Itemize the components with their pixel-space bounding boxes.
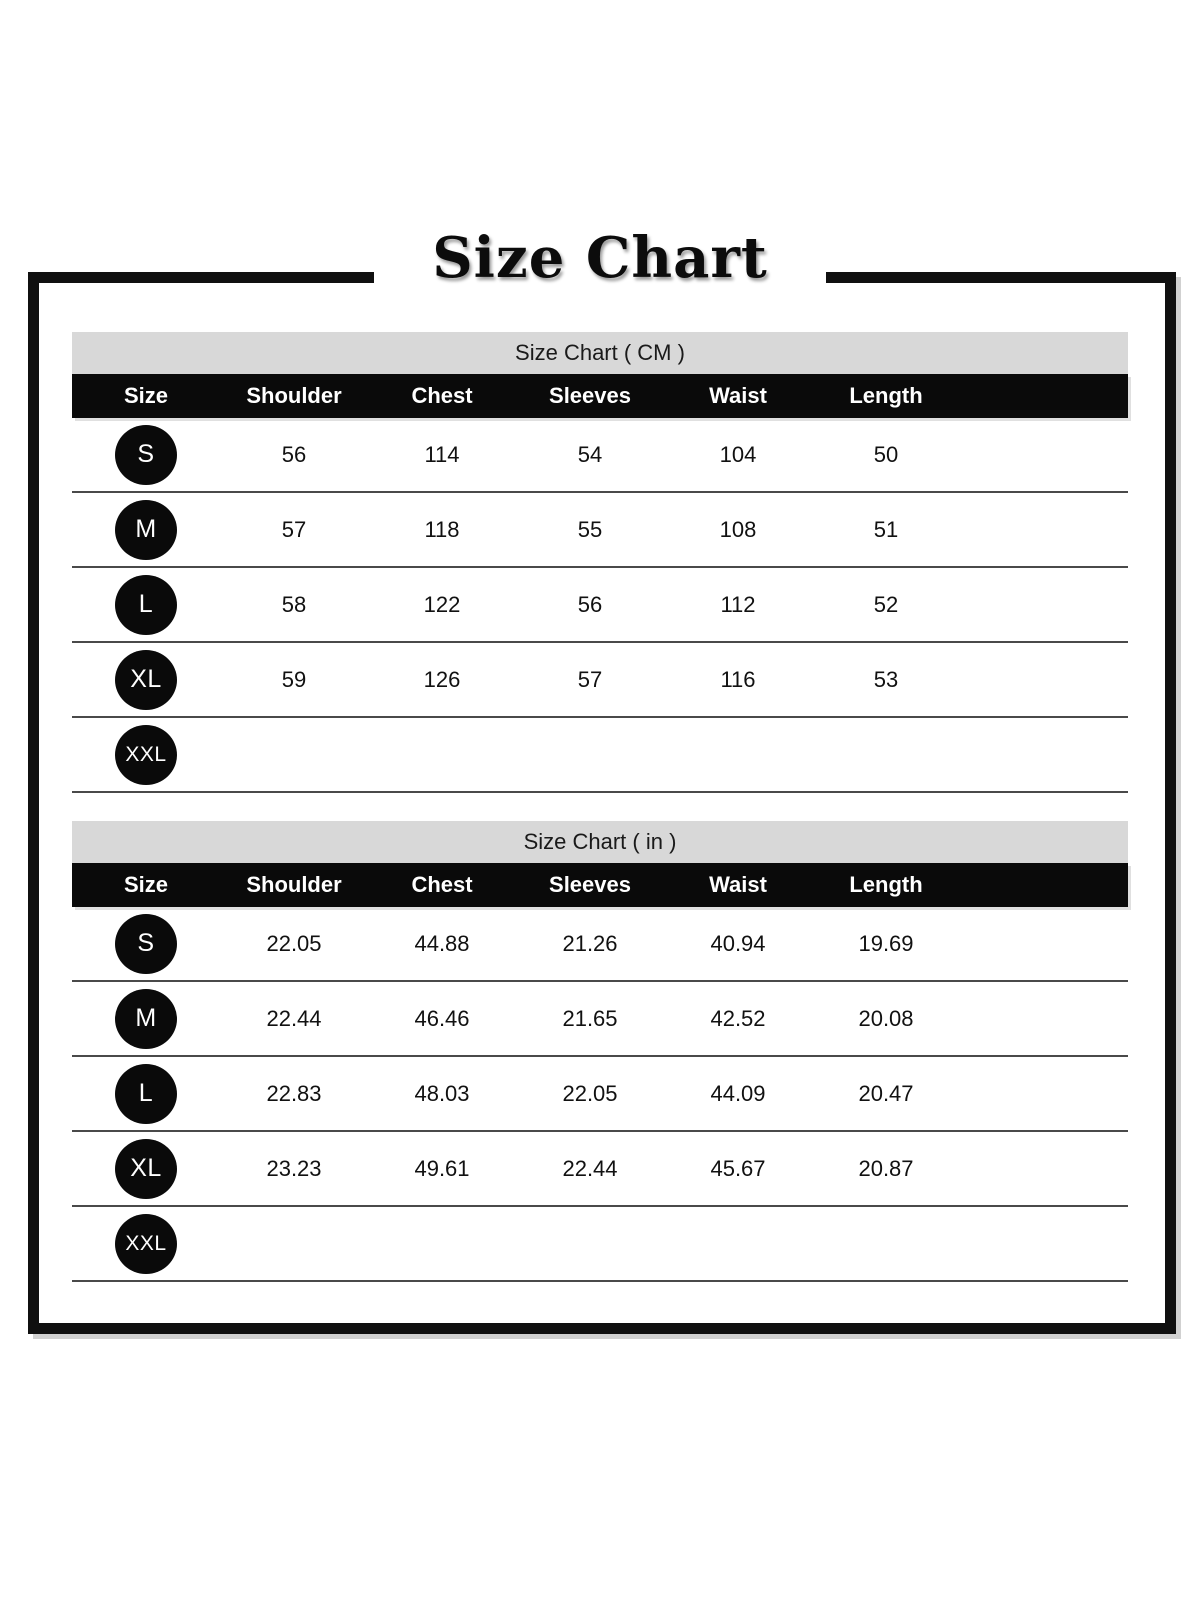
column-header-length: Length [849,383,923,408]
table-caption-in: Size Chart ( in ) [72,821,1128,863]
cell-shoulder: 22.05 [266,930,322,956]
size-badge-cell [72,1139,220,1199]
table-row-m [72,982,1128,1057]
size-badge-xxl: XXL [115,1214,177,1274]
table-row-l [72,568,1128,643]
cell-waist: 42.52 [710,1005,766,1031]
cell-sleeves: 22.05 [562,1080,618,1106]
page-title: Size Chart [374,224,826,296]
size-badge-cell [72,989,220,1049]
column-header-waist: Waist [709,872,767,897]
cell-chest: 114 [424,441,460,467]
size-badge-l: L [115,575,177,635]
cell-waist: 108 [719,516,757,542]
cell-shoulder: 57 [281,516,307,542]
cell-waist: 104 [719,441,757,467]
cell-sleeves: 57 [577,666,603,692]
cell-chest: 49.61 [414,1155,470,1181]
table-caption-cm: Size Chart ( CM ) [72,332,1128,374]
cell-sleeves: 21.65 [562,1005,618,1031]
cell-shoulder: 22.44 [266,1005,322,1031]
size-badge-xxl: XXL [115,725,177,785]
table-row-l [72,1057,1128,1132]
size-badge-s: S [115,425,177,485]
table-header-row [72,863,1128,907]
size-badge-cell [72,425,220,485]
table-header-row [72,374,1128,418]
cell-chest: 48.03 [414,1080,470,1106]
cell-sleeves: 55 [577,516,603,542]
column-header-sleeves: Sleeves [549,383,631,408]
size-badge-xl: XL [115,1139,177,1199]
table-row-xxl [72,1207,1128,1282]
size-badge-cell [72,500,220,560]
column-header-length: Length [849,872,923,897]
size-badge-cell [72,1214,220,1274]
size-badge-l: L [115,1064,177,1124]
table-body [72,418,1128,793]
cell-waist: 116 [720,666,756,692]
size-table-cm [72,332,1128,793]
column-header-chest: Chest [411,383,473,408]
table-body [72,907,1128,1282]
size-badge-m: M [115,989,177,1049]
size-badge-xl: XL [115,650,177,710]
cell-chest: 44.88 [414,930,470,956]
size-chart-content [39,283,1165,1282]
column-header-sleeves: Sleeves [549,872,631,897]
column-header-waist: Waist [709,383,767,408]
cell-sleeves: 56 [577,591,603,617]
column-header-chest: Chest [411,872,473,897]
cell-shoulder: 59 [281,666,307,692]
cell-chest: 46.46 [414,1005,470,1031]
table-gap [72,793,1165,821]
cell-length: 20.87 [858,1155,914,1181]
cell-waist: 40.94 [710,930,766,956]
cell-length: 52 [873,591,899,617]
cell-sleeves: 22.44 [562,1155,618,1181]
size-table-in [72,821,1128,1282]
table-row-xl [72,1132,1128,1207]
table-row-s [72,418,1128,493]
table-row-m [72,493,1128,568]
column-header-shoulder: Shoulder [246,872,342,897]
size-badge-cell [72,650,220,710]
cell-length: 20.47 [858,1080,914,1106]
size-badge-s: S [115,914,177,974]
size-badge-cell [72,575,220,635]
table-row-xl [72,643,1128,718]
column-header-shoulder: Shoulder [246,383,342,408]
cell-chest: 118 [424,516,460,542]
size-badge-m: M [115,500,177,560]
cell-shoulder: 23.23 [266,1155,322,1181]
cell-waist: 44.09 [710,1080,766,1106]
cell-length: 20.08 [858,1005,914,1031]
size-badge-cell [72,914,220,974]
table-row-s [72,907,1128,982]
cell-waist: 112 [720,591,756,617]
size-chart-frame [28,272,1176,1334]
cell-chest: 122 [423,591,461,617]
cell-chest: 126 [423,666,461,692]
cell-waist: 45.67 [710,1155,766,1181]
cell-length: 50 [873,441,899,467]
cell-length: 53 [873,666,899,692]
cell-length: 51 [873,516,899,542]
cell-sleeves: 21.26 [562,930,618,956]
cell-length: 19.69 [858,930,914,956]
cell-sleeves: 54 [577,441,603,467]
cell-shoulder: 58 [281,591,307,617]
table-row-xxl [72,718,1128,793]
size-badge-cell [72,1064,220,1124]
cell-shoulder: 56 [281,441,307,467]
column-header-size: Size [123,383,169,408]
column-header-size: Size [123,872,169,897]
size-badge-cell [72,725,220,785]
cell-shoulder: 22.83 [266,1080,322,1106]
